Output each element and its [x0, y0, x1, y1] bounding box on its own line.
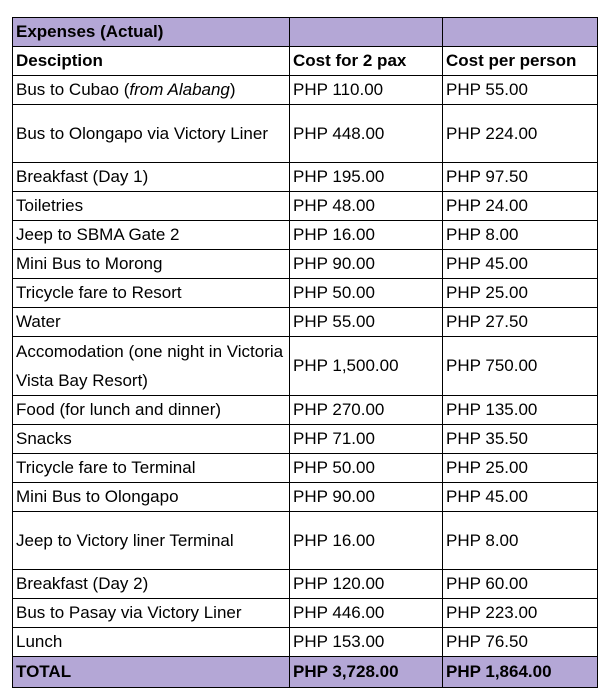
row-cost-per-person[interactable]: PHP 8.00	[443, 512, 598, 570]
row-description[interactable]	[13, 76, 290, 105]
row-cost-per-person[interactable]: PHP 76.50	[443, 628, 598, 657]
table-row	[13, 76, 598, 105]
row-cost-for-2[interactable]: PHP 55.00	[290, 308, 443, 337]
header-description[interactable]: Desciption	[13, 47, 290, 76]
table-row	[13, 599, 598, 628]
header-cost-for-2[interactable]: Cost for 2 pax	[290, 47, 443, 76]
table-row	[13, 512, 598, 570]
table-row	[13, 105, 598, 163]
table-row	[13, 279, 598, 308]
row-cost-for-2[interactable]: PHP 48.00	[290, 192, 443, 221]
row-description[interactable]: Toiletries	[13, 192, 290, 221]
row-cost-per-person[interactable]: PHP 224.00	[443, 105, 598, 163]
row-description[interactable]: Lunch	[13, 628, 290, 657]
row-description[interactable]: Food (for lunch and dinner)	[13, 396, 290, 425]
row-description[interactable]: Water	[13, 308, 290, 337]
desc-text: Bus to Cubao (	[16, 80, 130, 99]
row-cost-per-person[interactable]: PHP 24.00	[443, 192, 598, 221]
section-title-row	[13, 18, 598, 47]
row-description[interactable]: Tricycle fare to Terminal	[13, 454, 290, 483]
row-cost-per-person[interactable]: PHP 60.00	[443, 570, 598, 599]
row-cost-for-2[interactable]: PHP 90.00	[290, 483, 443, 512]
row-cost-for-2[interactable]: PHP 110.00	[290, 76, 443, 105]
table-row	[13, 396, 598, 425]
row-description[interactable]: Accomodation (one night in Victoria Vista Bay Resort)	[13, 337, 290, 396]
row-description[interactable]: Breakfast (Day 2)	[13, 570, 290, 599]
table-row	[13, 192, 598, 221]
row-cost-per-person[interactable]: PHP 8.00	[443, 221, 598, 250]
row-cost-for-2[interactable]: PHP 16.00	[290, 221, 443, 250]
row-description[interactable]: Bus to Pasay via Victory Liner	[13, 599, 290, 628]
header-cost-per-person[interactable]: Cost per person	[443, 47, 598, 76]
row-description[interactable]: Jeep to Victory liner Terminal	[13, 512, 290, 570]
row-description[interactable]: Jeep to SBMA Gate 2	[13, 221, 290, 250]
row-cost-per-person[interactable]: PHP 45.00	[443, 483, 598, 512]
row-cost-for-2[interactable]: PHP 16.00	[290, 512, 443, 570]
row-description[interactable]: Mini Bus to Olongapo	[13, 483, 290, 512]
row-cost-per-person[interactable]: PHP 25.00	[443, 279, 598, 308]
table-row	[13, 308, 598, 337]
row-cost-per-person[interactable]: PHP 55.00	[443, 76, 598, 105]
row-cost-per-person[interactable]: PHP 25.00	[443, 454, 598, 483]
row-cost-for-2[interactable]: PHP 195.00	[290, 163, 443, 192]
row-description[interactable]: Tricycle fare to Resort	[13, 279, 290, 308]
row-description[interactable]: Bus to Olongapo via Victory Liner	[13, 105, 290, 163]
table-row	[13, 570, 598, 599]
row-description[interactable]: Snacks	[13, 425, 290, 454]
row-cost-per-person[interactable]: PHP 223.00	[443, 599, 598, 628]
expenses-table	[12, 17, 598, 688]
row-cost-for-2[interactable]: PHP 446.00	[290, 599, 443, 628]
row-cost-for-2[interactable]: PHP 90.00	[290, 250, 443, 279]
desc-text-after: )	[229, 80, 236, 99]
table-row	[13, 425, 598, 454]
table-row	[13, 454, 598, 483]
row-cost-for-2[interactable]: PHP 153.00	[290, 628, 443, 657]
row-cost-for-2[interactable]: PHP 50.00	[290, 454, 443, 483]
total-row	[13, 657, 598, 688]
total-cost-for-2[interactable]: PHP 3,728.00	[290, 657, 443, 688]
row-description[interactable]: Breakfast (Day 1)	[13, 163, 290, 192]
header-row	[13, 47, 598, 76]
row-description[interactable]: Mini Bus to Morong	[13, 250, 290, 279]
row-cost-for-2[interactable]: PHP 120.00	[290, 570, 443, 599]
table-row	[13, 250, 598, 279]
row-cost-for-2[interactable]: PHP 270.00	[290, 396, 443, 425]
row-cost-per-person[interactable]: PHP 97.50	[443, 163, 598, 192]
section-title[interactable]: Expenses (Actual)	[13, 18, 290, 47]
total-label[interactable]: TOTAL	[13, 657, 290, 688]
empty-cell[interactable]	[443, 18, 598, 47]
row-cost-for-2[interactable]: PHP 71.00	[290, 425, 443, 454]
row-cost-per-person[interactable]: PHP 27.50	[443, 308, 598, 337]
empty-cell[interactable]	[290, 18, 443, 47]
row-cost-per-person[interactable]: PHP 135.00	[443, 396, 598, 425]
row-cost-for-2[interactable]: PHP 1,500.00	[290, 337, 443, 396]
table-row	[13, 628, 598, 657]
row-cost-per-person[interactable]: PHP 45.00	[443, 250, 598, 279]
row-cost-for-2[interactable]: PHP 50.00	[290, 279, 443, 308]
table-row	[13, 337, 598, 396]
table-row	[13, 483, 598, 512]
table-row	[13, 221, 598, 250]
row-cost-for-2[interactable]: PHP 448.00	[290, 105, 443, 163]
row-cost-per-person[interactable]: PHP 750.00	[443, 337, 598, 396]
total-cost-per-person[interactable]: PHP 1,864.00	[443, 657, 598, 688]
desc-italic-text: from Alabang	[129, 80, 230, 99]
row-cost-per-person[interactable]: PHP 35.50	[443, 425, 598, 454]
table-row	[13, 163, 598, 192]
